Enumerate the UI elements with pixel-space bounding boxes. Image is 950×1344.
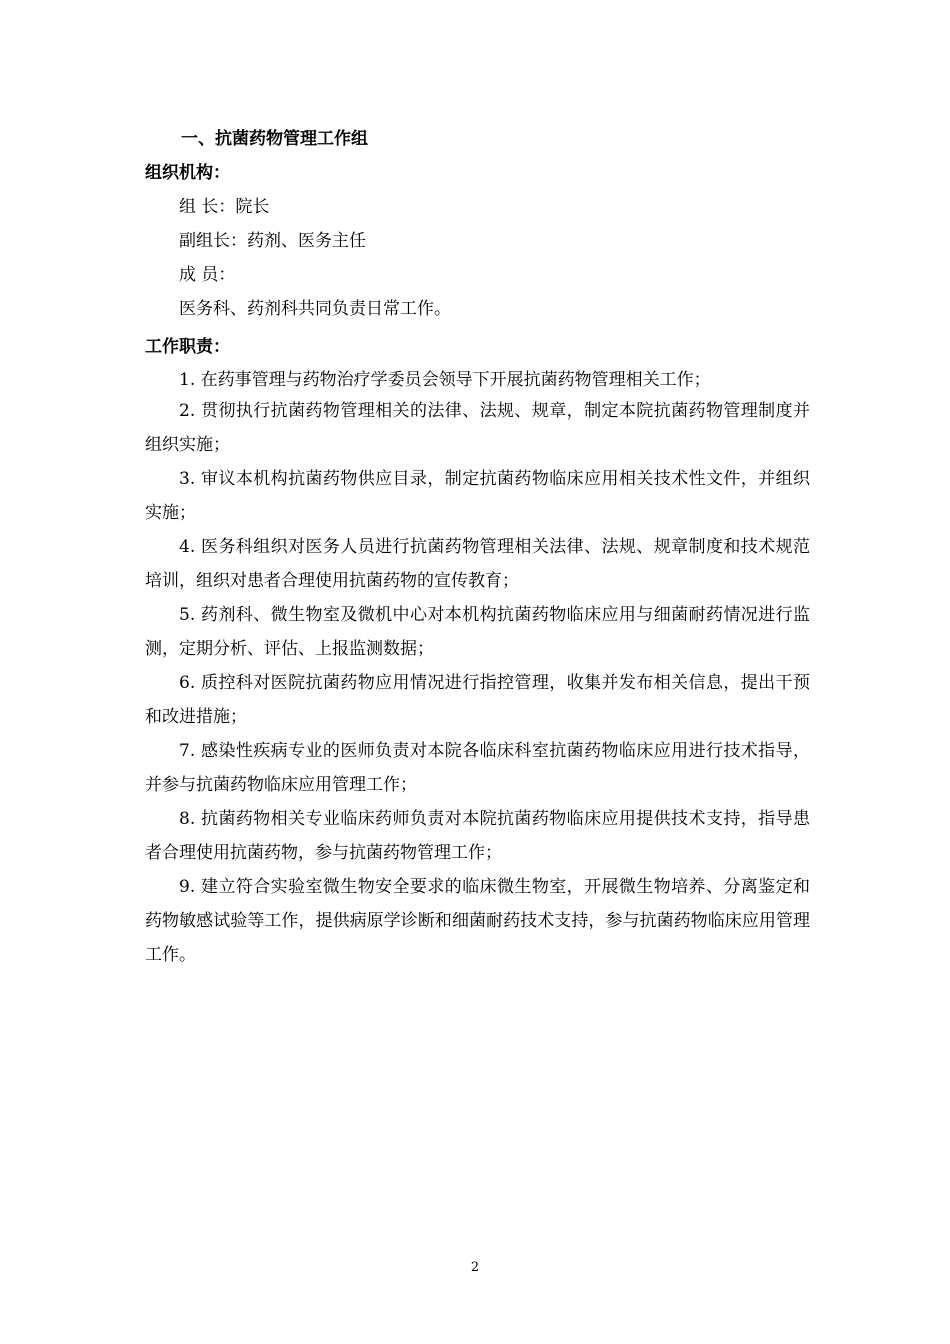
duty-item: 1. 在药事管理与药物治疗学委员会领导下开展抗菌药物管理相关工作； — [179, 370, 711, 390]
members-line: 成 员： — [179, 265, 236, 285]
duty-item: 3. 审议本机构抗菌药物供应目录，制定抗菌药物临床应用相关技术性文件，并组织实施； — [145, 469, 810, 523]
duty-item: 2. 贯彻执行抗菌药物管理相关的法律、法规、规章，制定本院抗菌药物管理制度并组织实施； — [145, 401, 810, 455]
organization-section — [145, 156, 810, 326]
page-number: 2 — [470, 1260, 480, 1275]
duty-item: 5. 药剂科、微生物室及微机中心对本机构抗菌药物临床应用与细菌耐药情况进行监测，定期分析、评估、上报监测数据； — [145, 605, 810, 659]
leader-line: 组 长：院长 — [179, 197, 270, 217]
organization-heading: 组织机构： — [145, 163, 230, 183]
duty-item: 6. 质控科对医院抗菌药物应用情况进行指控管理，收集并发布相关信息，提出干预和改进措施； — [145, 673, 810, 727]
duty-item: 9. 建立符合实验室微生物安全要求的临床微生物室，开展微生物培养、分离鉴定和药物敏感试验等工作，提供病原学诊断和细菌耐药技术支持，参与抗菌药物临床应用管理工作。 — [145, 877, 810, 965]
daily-work-line: 医务科、药剂科共同负责日常工作。 — [179, 299, 451, 319]
deputy-leader-line: 副组长：药剂、医务主任 — [179, 231, 366, 251]
duty-item: 4. 医务科组织对医务人员进行抗菌药物管理相关法律、法规、规章制度和技术规范培训，组织对患者合理使用抗菌药物的宣传教育； — [145, 537, 810, 591]
duty-item: 7. 感染性疾病专业的医师负责对本院各临床科室抗菌药物临床应用进行技术指导，并参与抗菌药物临床应用管理工作； — [145, 741, 810, 795]
duty-item: 8. 抗菌药物相关专业临床药师负责对本院抗菌药物临床应用提供技术支持，指导患者合理使用抗菌药物，参与抗菌药物管理工作； — [145, 809, 810, 863]
section-title: 一、抗菌药物管理工作组 — [181, 129, 368, 149]
duties-heading: 工作职责： — [145, 337, 230, 357]
duties-section — [145, 330, 810, 972]
